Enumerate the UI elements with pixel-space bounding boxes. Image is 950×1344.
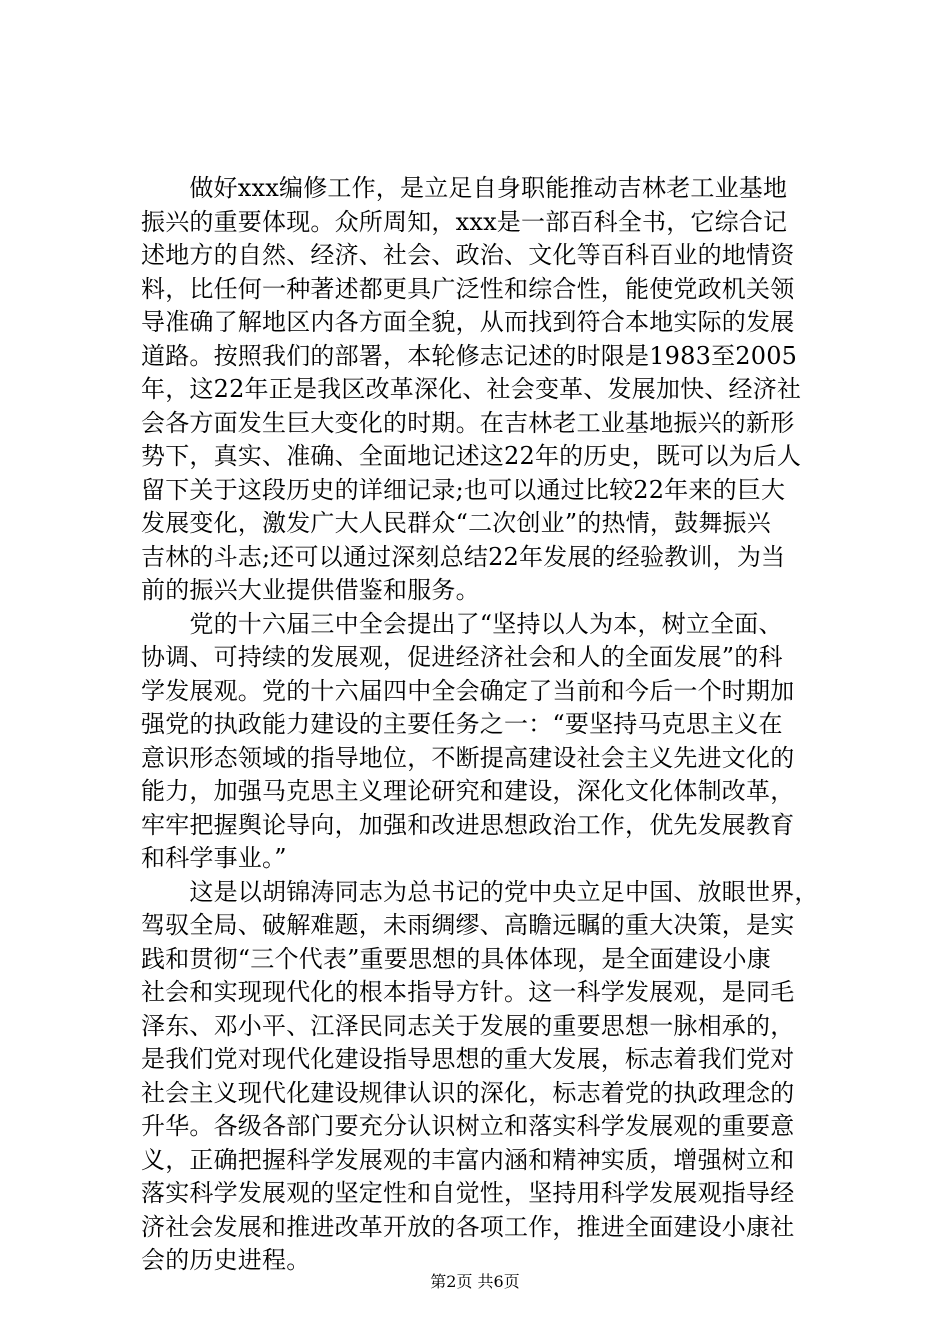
text-line: 协调、可持续的发展观，促进经济社会和人的全面发展”的科 <box>141 643 783 671</box>
text-line: 这是以胡锦涛同志为总书记的党中央立足中国、放眼世界， <box>141 877 819 906</box>
text-line: 泽东、邓小平、江泽民同志关于发展的重要思想一脉相承的， <box>141 1011 795 1040</box>
text-line: 践和贯彻“三个代表”重要思想的具体体现，是全面建设小康 <box>141 944 771 973</box>
text-line: 济社会发展和推进改革开放的各项工作，推进全面建设小康社 <box>141 1212 795 1241</box>
page-number-footer: 第2页 共6页 <box>430 1272 520 1291</box>
text-line: 料，比任何一种著述都更具广泛性和综合性，能使党政机关领 <box>141 274 795 303</box>
text-line: 驾驭全局、破解难题，未雨绸缪、高瞻远瞩的重大决策，是实 <box>141 911 795 939</box>
text-line: 升华。各级各部门要充分认识树立和落实科学发展观的重要意 <box>141 1112 795 1140</box>
text-line: 导准确了解地区内各方面全貌，从而找到符合本地实际的发展 <box>141 308 795 336</box>
text-line: 义，正确把握科学发展观的丰富内涵和精神实质，增强树立和 <box>141 1145 795 1174</box>
text-line: 势下，真实、准确、全面地记述这22年的历史，既可以为后人 <box>141 442 802 470</box>
text-line: 意识形态领域的指导地位，不断提高建设社会主义先进文化的 <box>141 743 795 772</box>
text-line: 发展变化，激发广大人民群众“二次创业”的热情，鼓舞振兴 <box>141 509 771 537</box>
text-line: 强党的执政能力建设的主要任务之一：“要坚持马克思主义在 <box>141 710 783 738</box>
text-line: 落实科学发展观的坚定性和自觉性，坚持用科学发展观指导经 <box>141 1179 795 1207</box>
text-line: 道路。按照我们的部署，本轮修志记述的时限是1983至2005 <box>141 341 798 370</box>
text-line: 党的十六届三中全会提出了“坚持以人为本，树立全面、 <box>141 609 783 638</box>
text-line: 留下关于这段历史的详细记录;也可以通过比较22年来的巨大 <box>141 475 786 504</box>
text-line: 做好xxx编修工作，是立足自身职能推动吉林老工业基地 <box>141 174 788 202</box>
text-line: 社会和实现现代化的根本指导方针。这一科学发展观，是同毛 <box>141 978 795 1006</box>
text-line: 振兴的重要体现。众所周知，xxx是一部百科全书，它综合记 <box>141 207 788 236</box>
text-line: 前的振兴大业提供借鉴和服务。 <box>141 576 480 604</box>
text-line: 是我们党对现代化建设指导思想的重大发展，标志着我们党对 <box>141 1045 795 1073</box>
text-line: 年，这22年正是我区改革深化、社会变革、发展加快、经济社 <box>141 375 802 403</box>
text-line: 能力，加强马克思主义理论研究和建设，深化文化体制改革， <box>141 777 795 805</box>
text-line: 社会主义现代化建设规律认识的深化，标志着党的执政理念的 <box>141 1078 795 1107</box>
text-line: 学发展观。党的十六届四中全会确定了当前和今后一个时期加 <box>141 676 795 705</box>
text-line: 述地方的自然、经济、社会、政治、文化等百科百业的地情资 <box>141 241 795 269</box>
body-text <box>141 172 831 1278</box>
text-line: 牢牢把握舆论导向，加强和改进思想政治工作，优先发展教育 <box>141 810 795 839</box>
text-line: 会的历史进程。 <box>141 1246 311 1274</box>
text-line: 吉林的斗志;还可以通过深刻总结22年发展的经验教训，为当 <box>141 542 786 571</box>
text-line: 会各方面发生巨大变化的时期。在吉林老工业基地振兴的新形 <box>141 408 795 437</box>
text-line: 和科学事业。” <box>141 844 287 872</box>
